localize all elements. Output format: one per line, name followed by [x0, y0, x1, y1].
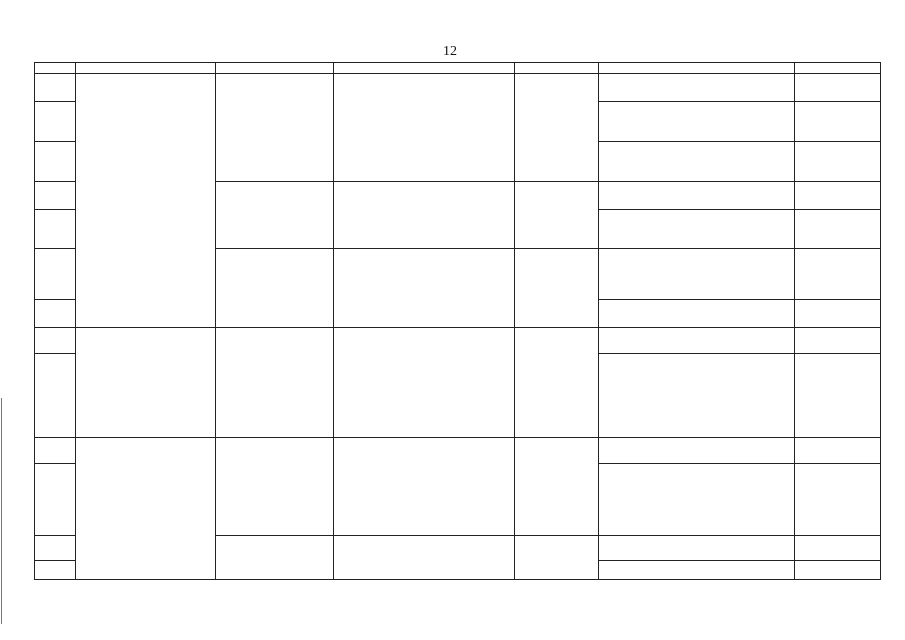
group-divider [75, 437, 881, 438]
row-divider [34, 101, 76, 102]
row-divider [34, 463, 76, 464]
column-border-7 [880, 62, 881, 579]
row-divider [34, 209, 76, 210]
method-divider [598, 141, 881, 142]
row-divider [34, 141, 76, 142]
header-bottom-border [34, 73, 881, 74]
row-divider [34, 353, 76, 354]
method-divider [598, 353, 881, 354]
subgroup-divider [215, 248, 881, 249]
method-divider [598, 560, 881, 561]
row-divider [34, 437, 76, 438]
subgroup-divider [215, 181, 881, 182]
method-divider [598, 209, 881, 210]
page-number: 12 [443, 44, 457, 59]
table-bottom-border [34, 579, 881, 580]
row-divider [34, 299, 76, 300]
row-divider [34, 560, 76, 561]
subgroup-divider [215, 535, 881, 536]
method-divider [598, 101, 881, 102]
column-border-6 [794, 62, 795, 579]
group-divider [75, 327, 881, 328]
column-border-3 [333, 62, 334, 579]
column-border-5 [598, 62, 599, 579]
column-border-4 [514, 62, 515, 579]
row-divider [34, 535, 76, 536]
left-margin-line [1, 398, 2, 624]
method-divider [598, 463, 881, 464]
method-divider [598, 299, 881, 300]
table-top-border [34, 62, 881, 63]
column-border-0 [34, 62, 35, 579]
row-divider [34, 248, 76, 249]
column-border-2 [215, 62, 216, 579]
column-border-1 [75, 62, 76, 579]
row-divider [34, 181, 76, 182]
row-divider [34, 327, 76, 328]
